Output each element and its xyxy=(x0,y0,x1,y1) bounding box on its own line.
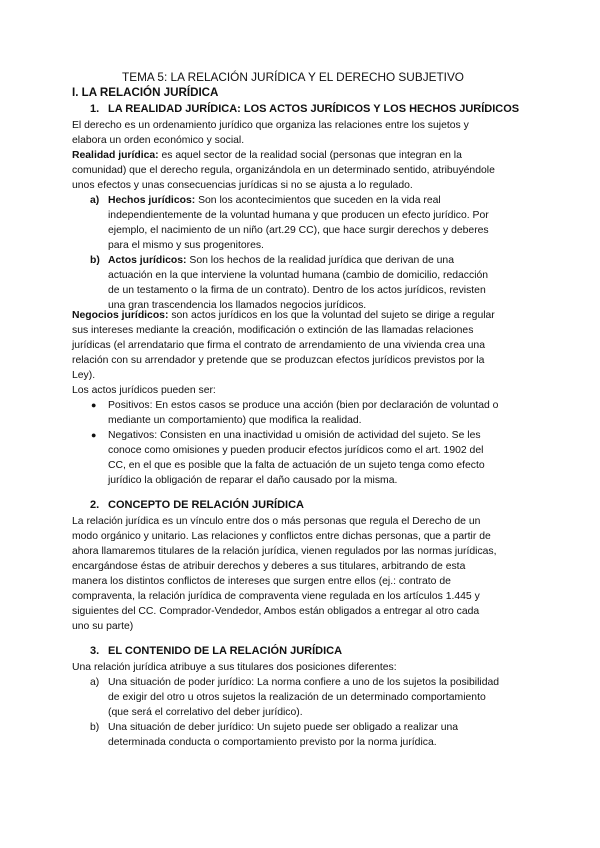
negocios-line: jurídicas (el arrendatario que firma el contrato de arrendamiento de una vivienda crea una xyxy=(72,340,485,351)
s2-body-line: manera los distintos conflictos de intereses que surgen entre ellos (ej.: contrato de xyxy=(72,576,451,587)
deber-juridico-line: determinada conducta o comportamiento previsto por la norma jurídica. xyxy=(108,737,437,748)
hechos-term: Hechos jurídicos: xyxy=(108,195,196,206)
bullet-negativos-line: Negativos: Consisten en una inactividad u omisión de actividad del sujeto. Se les xyxy=(108,430,481,441)
negocios-line: Ley). xyxy=(72,370,96,381)
s2-body-line: La relación jurídica es un vínculo entre dos o más personas que regula el Derecho de un xyxy=(72,516,481,527)
actos-term: Actos jurídicos: xyxy=(108,255,187,266)
s1-intro-line: El derecho es un ordenamiento jurídico que organiza las relaciones entre los sujetos y xyxy=(72,120,469,131)
bullet-positivos-line: mediante un comportamiento) que modifica la realidad. xyxy=(108,415,362,426)
deber-juridico-line: Una situación de deber jurídico: Un sujeto puede ser obligado a realizar una xyxy=(108,722,459,733)
bullet-negativos-line: conoce como omisiones y pueden producir efectos jurídicos como el art. 1902 del xyxy=(108,445,484,456)
list-marker-b: b) xyxy=(90,255,100,266)
actos-line: una gran trascendencia los llamados negocios jurídicos. xyxy=(108,300,367,311)
s2-body-line: encargándose éstas de atribuir derechos y deberes a sus titulares, arbitrando de esta xyxy=(72,561,466,572)
list-marker-a: a) xyxy=(90,195,100,206)
negocios-line: relación con su arrendador y pretende que se produzcan efectos jurídicos previstos por la xyxy=(72,355,485,366)
hechos-line: Hechos jurídicos: Son los acontecimientos que suceden en la vida real xyxy=(108,195,441,206)
s3-intro-line: Una relación jurídica atribuye a sus titulares dos posiciones diferentes: xyxy=(72,662,397,673)
hechos-line: para el mismo y sus progenitores. xyxy=(108,240,264,251)
poder-juridico-line: de exigir del otro u otros sujetos la realización de un determinado comportamiento xyxy=(108,692,486,703)
bullet-dot: ● xyxy=(91,400,97,410)
negocios-line: sus intereses mediante la creación, modificación o extinción de las llamadas relaciones xyxy=(72,325,474,336)
s2-body-line: compraventa, la relación jurídica de compraventa viene regulada en los artículos 1.445 y xyxy=(72,591,480,602)
hechos-line: ejemplo, el nacimiento de un niño (art.29 CC), que hace surgir derechos y deberes xyxy=(108,225,489,236)
document-title: TEMA 5: LA RELACIÓN JURÍDICA Y EL DERECHO SUBJETIVO xyxy=(122,70,464,84)
realidad-paragraph-line: unos efectos y unas consecuencias jurídicas si no se ajusta a lo regulado. xyxy=(72,180,413,191)
realidad-term: Realidad jurídica: xyxy=(72,150,159,161)
section-3-heading: EL CONTENIDO DE LA RELACIÓN JURÍDICA xyxy=(108,645,343,657)
s2-body-line: modo orgánico y unitario. Las relaciones y conflictos entre dichas personas, que a partir de xyxy=(72,531,491,542)
realidad-paragraph-line: Realidad jurídica: es aquel sector de la realidad social (personas que integran en la xyxy=(72,150,462,161)
s2-body-line: siguientes del CC. Comprador-Vendedor, Ambos están obligados a entregar al otro cada xyxy=(72,606,480,617)
section-2-number: 2. xyxy=(90,499,100,511)
list-marker-b: b) xyxy=(90,722,100,733)
part-heading: I. LA RELACIÓN JURÍDICA xyxy=(72,86,219,99)
actos-line: de un testamento o la firma de un contrato). Dentro de los actos jurídicos, revisten xyxy=(108,285,486,296)
realidad-paragraph-line: comunidad) que el derecho regula, organizándola en un determinado sentido, atribuyéndole xyxy=(72,165,495,176)
actos-line: Actos jurídicos: Son los hechos de la realidad jurídica que derivan de una xyxy=(108,255,454,266)
s2-body-line: uno su parte) xyxy=(72,621,134,632)
negocios-line: Negocios jurídicos: son actos jurídicos en los que la voluntad del sujeto se dirige a regular xyxy=(72,310,495,321)
hechos-line: independientemente de la voluntad humana y que producen un efecto jurídico. Por xyxy=(108,210,489,221)
bullet-negativos-line: CC, en el que es posible que la falta de actuación de un sujeto tenga como efecto xyxy=(108,460,485,471)
list-marker-a: a) xyxy=(90,677,100,688)
s1-intro-line: elabora un orden económico y social. xyxy=(72,135,245,146)
actos-line: actuación en la que interviene la voluntad humana (cambio de domicilio, redacción xyxy=(108,270,489,281)
section-1-heading: LA REALIDAD JURÍDICA: LOS ACTOS JURÍDICOS Y LOS HECHOS JURÍDICOS xyxy=(108,103,520,115)
bullet-negativos-line: jurídico la obligación de reparar el daño causado por la misma. xyxy=(108,475,398,486)
poder-juridico-line: (que será el correlativo del deber jurídico). xyxy=(108,707,303,718)
bullet-dot: ● xyxy=(91,430,97,440)
section-3-number: 3. xyxy=(90,645,100,657)
s2-body-line: ahora llamaremos titulares de la relación jurídica, vienen regulados por las normas jurídicas, xyxy=(72,546,497,557)
section-2-heading: CONCEPTO DE RELACIÓN JURÍDICA xyxy=(108,499,304,511)
poder-juridico-line: Una situación de poder jurídico: La norma confiere a uno de los sujetos la posibilidad xyxy=(108,677,500,688)
section-1-number: 1. xyxy=(90,103,100,115)
bullet-positivos-line: Positivos: En estos casos se produce una acción (bien por declaración de voluntad o xyxy=(108,400,499,411)
negocios-term: Negocios jurídicos: xyxy=(72,310,169,321)
actos-pueden-line: Los actos jurídicos pueden ser: xyxy=(72,385,216,396)
